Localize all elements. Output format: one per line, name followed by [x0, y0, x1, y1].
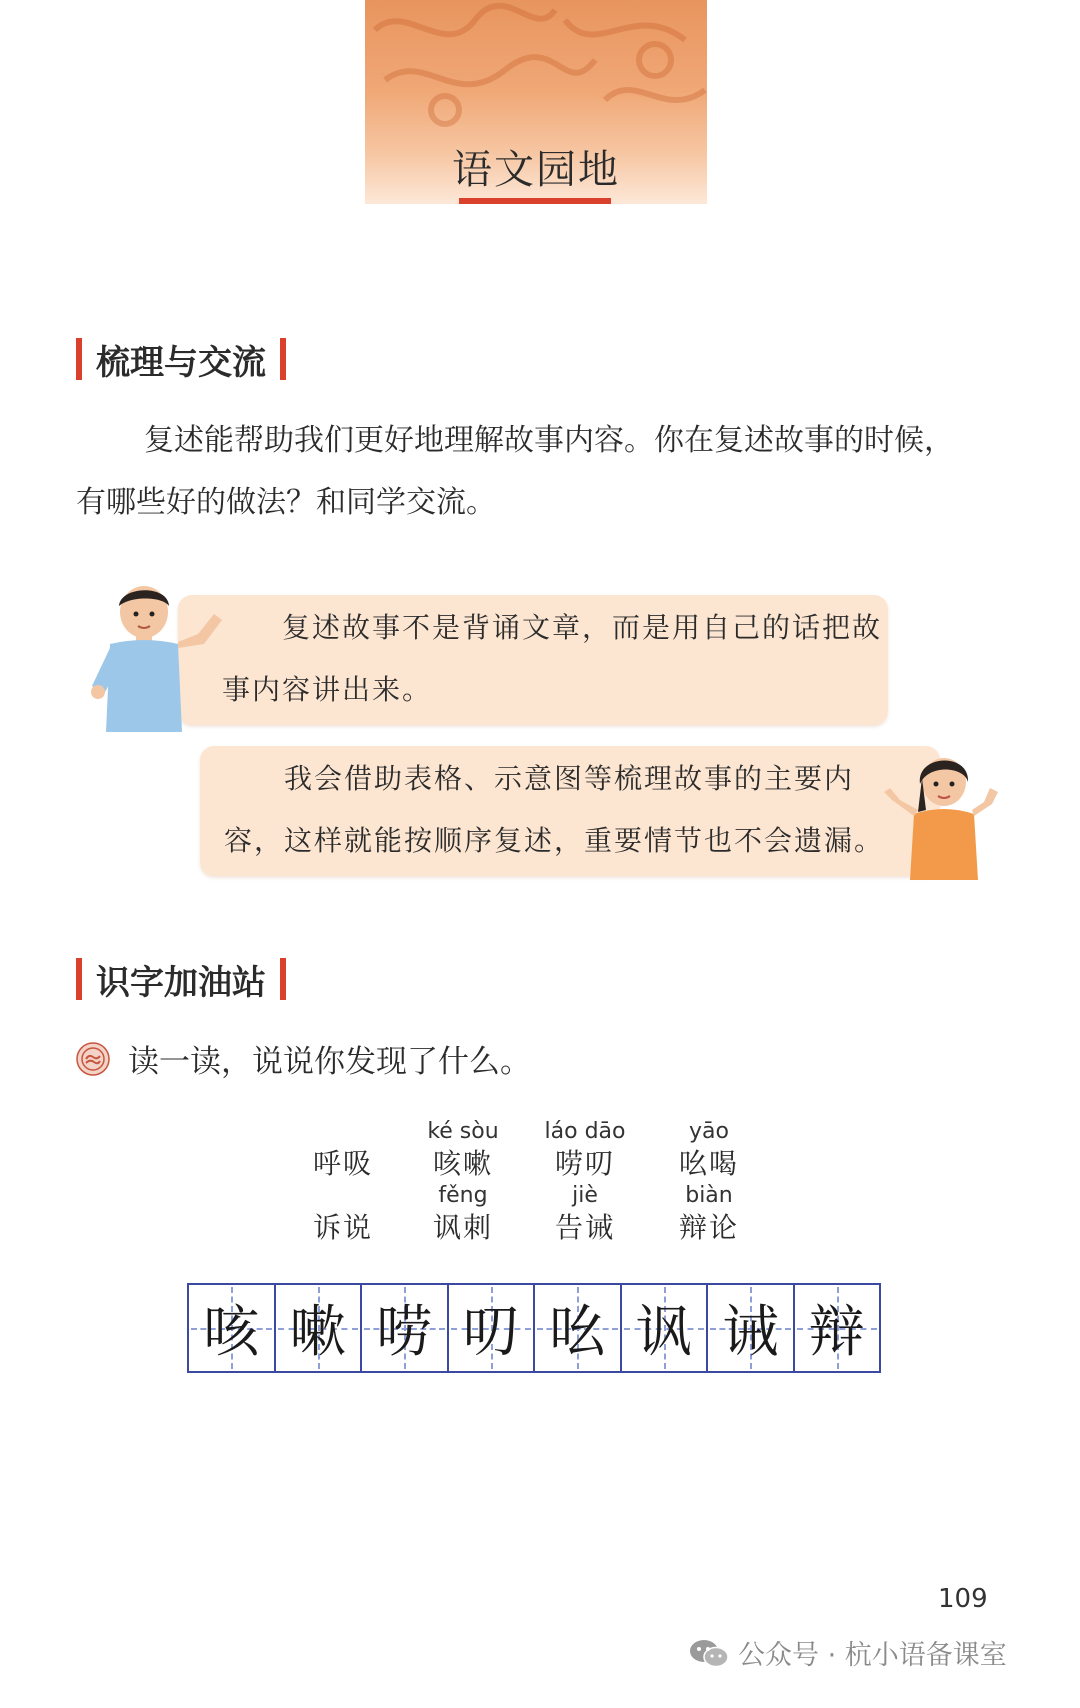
grid-cell: 吆: [533, 1285, 620, 1371]
banner-pattern-icon: [365, 0, 707, 140]
speech-bubble-boy: [178, 595, 888, 725]
grid-cell: 咳: [189, 1285, 274, 1371]
section-heading-review: [76, 336, 286, 382]
section-heading-text: 识字加油站: [96, 962, 266, 1003]
instruction-text: 读一读，说说你发现了什么。: [128, 1044, 531, 1080]
bubble-boy-line-2: 事内容讲出来。: [222, 673, 433, 706]
section-heading-literacy: [76, 956, 286, 1002]
grid-cell: 嗽: [274, 1285, 361, 1371]
paragraph-line-1: 复述能帮助我们更好地理解故事内容。你在复述故事的时候，: [144, 423, 954, 458]
word-item: jiè 告诫: [554, 1183, 615, 1244]
boy-avatar-icon: [86, 582, 226, 732]
word-item: láo dāo 唠叨: [544, 1119, 626, 1180]
page-number: 109: [938, 1584, 988, 1614]
word-item: biàn 辩论: [678, 1183, 739, 1244]
read-aloud-icon: [76, 1042, 110, 1076]
header-banner: [365, 0, 707, 204]
word-item: fěng 讽刺: [432, 1183, 493, 1244]
bubble-girl-line-2: 容，这样就能按顺序复述，重要情节也不会遗漏。: [224, 824, 885, 857]
heading-bar-right: [280, 338, 286, 380]
grid-cell: 叨: [447, 1285, 534, 1371]
word-item: yāo 吆喝: [678, 1119, 739, 1180]
grid-cell: 唠: [360, 1285, 447, 1371]
page-title: 语文园地: [452, 147, 620, 193]
watermark: [688, 1633, 1007, 1672]
intro-paragraph: [76, 410, 996, 534]
word-item: 呼吸: [312, 1147, 373, 1180]
bubble-girl-line-1: 我会借助表格、示意图等梳理故事的主要内: [284, 762, 855, 795]
word-item: 诉说: [312, 1211, 373, 1244]
grid-cell: 讽: [620, 1285, 707, 1371]
grid-cell: 辩: [793, 1285, 880, 1371]
instruction-line: [76, 1036, 531, 1081]
girl-avatar-icon: [878, 748, 1002, 880]
title-underline: [459, 198, 611, 204]
paragraph-line-2: 有哪些好的做法？和同学交流。: [76, 485, 496, 520]
grid-cell: 诫: [706, 1285, 793, 1371]
word-item: ké sòu 咳嗽: [427, 1119, 499, 1180]
character-writing-grid: [187, 1283, 881, 1373]
wechat-icon: [688, 1637, 730, 1669]
watermark-text: 公众号 · 杭小语备课室: [738, 1640, 1007, 1671]
bubble-boy-line-1: 复述故事不是背诵文章，而是用自己的话把故: [282, 611, 883, 644]
section-heading-text: 梳理与交流: [96, 342, 266, 383]
speech-bubble-girl: [200, 746, 940, 876]
heading-bar-right: [280, 958, 286, 1000]
